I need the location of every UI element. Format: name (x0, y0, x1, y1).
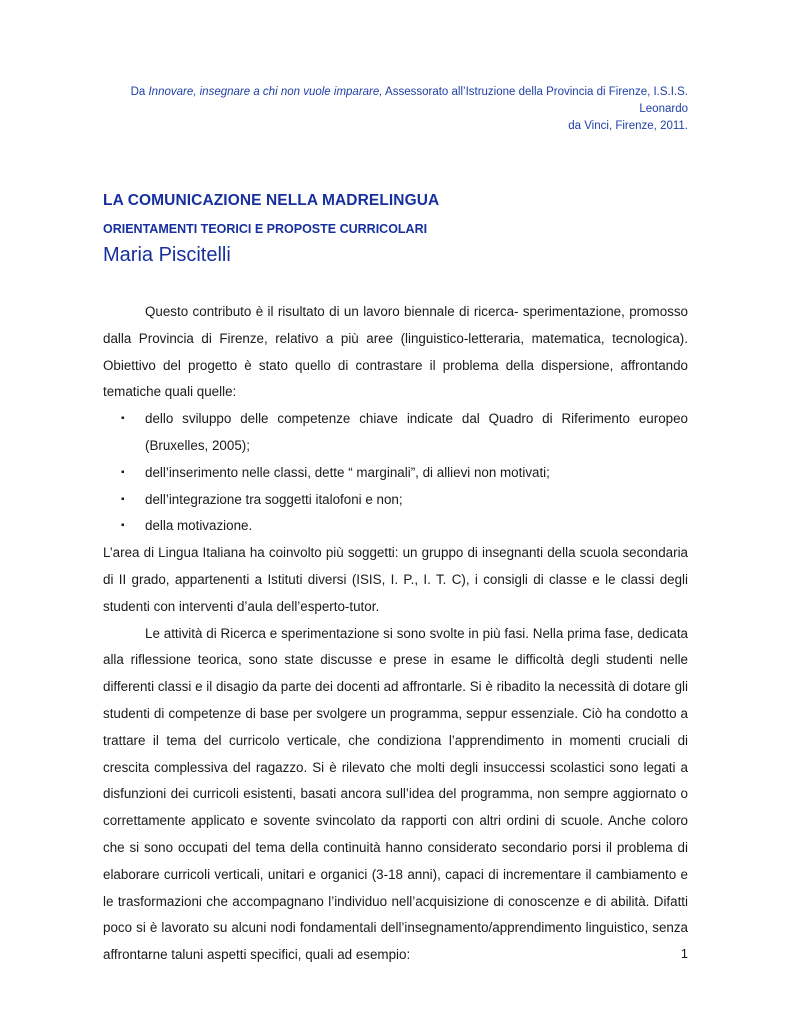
list-item-text: dello sviluppo delle competenze chiave indicate dal Quadro di Riferimento europeo (Bruxelles, 2005); (145, 411, 688, 453)
bullet-icon: ▪ (121, 413, 125, 425)
paragraph-research-phases: Le attività di Ricerca e sperimentazione si sono svolte in più fasi. Nella prima fase, dedicata alla riflessione teorica, sono state discusse e prese in esame le difficoltà degli studenti nelle differenti classi e il disagio da parte dei docenti ad affrontarle. Si è ribadito la necessità di dotare gli studenti di competenze di base per svolgere un programma, seppur essenziale. Ciò ha condotto a trattare il tema del curricolo verticale, che condiziona l’apprendimento in momenti cruciali di crescita complessiva del ragazzo. Si è rilevato che molti degli insuccessi scolastici sono legati a disfunzioni dei curricoli esistenti, basati ancora sull’idea del programma, non sempre aggiornato o correttamente applicato e sovente svincolato da rapporti con altri ordini di scuole. Anche coloro che si sono occupati del tema della continuità hanno considerato secondario porsi il problema di elaborare curricoli verticali, unitari e organici (3-18 anni), capaci di incrementare il cambiamento e le trasformazioni che accompagnano l’individuo nell’acquisizione di conoscenze e di abilità. Difatti poco si è lavorato su alcuni nodi fondamentali dell’insegnamento/apprendimento linguistico, senza affrontarne taluni aspetti specifici, quali ad esempio: (103, 625, 688, 963)
list-item-text: della motivazione. (145, 518, 253, 534)
list-item-text: dell’inserimento nelle classi, dette “ marginali”, di allievi non motivati; (145, 464, 550, 480)
list-item (121, 513, 688, 540)
list-item (121, 460, 688, 487)
bullet-icon: ▪ (121, 493, 125, 505)
author-name: Maria Piscitelli (103, 244, 231, 266)
list-item (121, 487, 688, 514)
citation-book-title: Innovare, insegnare a chi non vuole imparare, (148, 86, 383, 98)
bullet-icon: ▪ (121, 520, 125, 532)
list-item (121, 406, 688, 460)
document-title: LA COMUNICAZIONE NELLA MADRELINGUA (103, 192, 440, 209)
citation-place-date: da Vinci, Firenze, 2011. (568, 120, 688, 132)
source-citation (103, 84, 688, 135)
bullet-list (103, 406, 688, 540)
citation-prefix: Da (130, 86, 149, 98)
paragraph-italian-area: L’area di Lingua Italiana ha coinvolto più soggetti: un gruppo di insegnanti della scuola secondaria di II grado, appartenenti a Istituti diversi (ISIS, I. P., I. T. C), i consigli di classe e le classi degli studenti con interventi d’aula dell’esperto-tutor. (103, 545, 688, 614)
document-subtitle: ORIENTAMENTI TEORICI E PROPOSTE CURRICOLARI (103, 222, 428, 236)
bullet-icon: ▪ (121, 466, 125, 478)
page-number: 1 (680, 946, 688, 961)
body-text (103, 299, 688, 969)
citation-publisher: Assessorato all’Istruzione della Provincia di Firenze, I.S.I.S. Leonardo (382, 86, 688, 115)
paragraph-intro: Questo contributo è il risultato di un lavoro biennale di ricerca- sperimentazione, promosso dalla Provincia di Firenze, relativo a più aree (linguistico-letteraria, matematica, tecnologica). Obiettivo del progetto è stato quello di contrastare il problema della dispersione, affrontando tematiche quali quelle: (103, 304, 688, 400)
list-item-text: dell’integrazione tra soggetti italofoni e non; (145, 491, 403, 507)
document-page (103, 84, 688, 969)
